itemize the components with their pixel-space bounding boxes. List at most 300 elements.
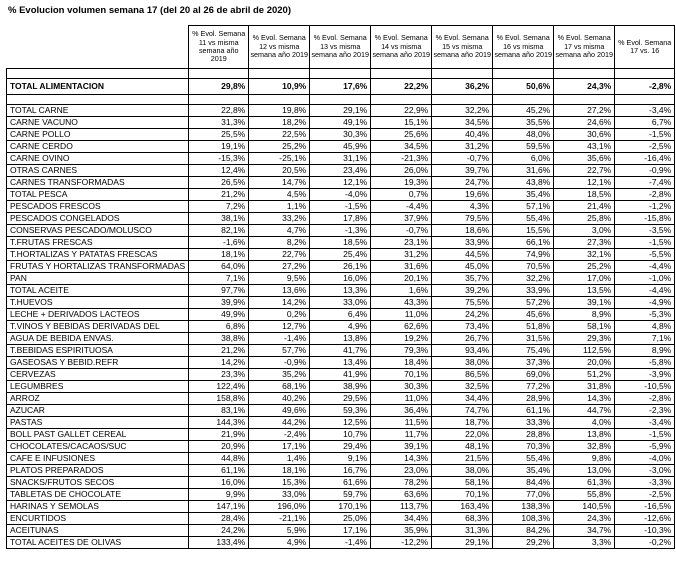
cell-value: 17,0% (554, 273, 615, 285)
cell-value: 27,2% (554, 105, 615, 117)
cell-value: 23,1% (371, 237, 432, 249)
cell-value: 9,8% (554, 453, 615, 465)
row-label: AZUCAR (7, 405, 189, 417)
cell-value: 31,2% (371, 249, 432, 261)
cell-value: 34,7% (554, 525, 615, 537)
cell-value: 14,2% (249, 297, 310, 309)
cell-value: 32,1% (554, 249, 615, 261)
cell-value: 36,4% (371, 405, 432, 417)
table-row (7, 513, 675, 525)
cell-value: 41,9% (310, 369, 371, 381)
cell-value: 28,4% (189, 513, 249, 525)
table-row (7, 213, 675, 225)
cell-value: 14,2% (189, 357, 249, 369)
cell-value: 12,1% (310, 177, 371, 189)
cell-value: -1,3% (310, 225, 371, 237)
cell-value: 12,5% (310, 417, 371, 429)
cell-value: 57,7% (249, 345, 310, 357)
cell-value: -2,8% (615, 79, 675, 95)
cell-value: 32,8% (554, 441, 615, 453)
cell-value: 31,6% (493, 165, 554, 177)
total-row (7, 79, 675, 95)
cell-value: -4,0% (310, 189, 371, 201)
cell-value: 6,4% (310, 309, 371, 321)
cell-value: 33,9% (493, 285, 554, 297)
cell-value: 140,5% (554, 501, 615, 513)
header-cell: % Evol. Semana 11 vs misma semana año 2019 (189, 26, 249, 69)
cell-value: 34,5% (371, 141, 432, 153)
cell-value: 44,5% (432, 249, 493, 261)
row-label: T.HUEVOS (7, 297, 189, 309)
cell-value: 44,7% (554, 405, 615, 417)
cell-value: 13,6% (249, 285, 310, 297)
cell-value: 51,2% (554, 369, 615, 381)
cell-value: 20,5% (249, 165, 310, 177)
cell-value: 24,2% (189, 525, 249, 537)
cell-value: 68,3% (432, 513, 493, 525)
cell-value: 13,8% (554, 429, 615, 441)
cell-value: 44,8% (189, 453, 249, 465)
cell-value: 37,9% (371, 213, 432, 225)
cell-value: -2,8% (615, 393, 675, 405)
cell-value: 6,0% (493, 153, 554, 165)
row-label: ACEITUNAS (7, 525, 189, 537)
cell-value: 8,9% (554, 309, 615, 321)
cell-value: -1,4% (310, 537, 371, 549)
cell-value: 26,0% (371, 165, 432, 177)
row-label: T.FRUTAS FRESCAS (7, 237, 189, 249)
cell-value: -7,4% (615, 177, 675, 189)
table-row (7, 153, 675, 165)
cell-value: 39,9% (189, 297, 249, 309)
cell-value: -5,9% (615, 441, 675, 453)
cell-value: 18,2% (249, 117, 310, 129)
cell-value: 79,5% (432, 213, 493, 225)
cell-value: 7,1% (189, 273, 249, 285)
table-row (7, 165, 675, 177)
table-row (7, 333, 675, 345)
cell-value: 70,5% (493, 261, 554, 273)
cell-value: 31,2% (432, 141, 493, 153)
row-label: TOTAL CARNE (7, 105, 189, 117)
cell-value: -2,5% (615, 141, 675, 153)
cell-value: 57,1% (493, 201, 554, 213)
header-cell: % Evol. Semana 13 vs misma semana año 2019 (310, 26, 371, 69)
cell-value: -3,4% (615, 417, 675, 429)
cell-value: -4,0% (615, 453, 675, 465)
cell-value: 31,1% (310, 153, 371, 165)
table-row (7, 321, 675, 333)
cell-value: 3,3% (554, 537, 615, 549)
cell-value: 74,9% (493, 249, 554, 261)
cell-value: 30,6% (554, 129, 615, 141)
row-label: CARNE VACUNO (7, 117, 189, 129)
cell-value: 49,1% (310, 117, 371, 129)
cell-value: 32,2% (493, 273, 554, 285)
table-row (7, 393, 675, 405)
header-cell: % Evol. Semana 17 vs. 16 (615, 26, 675, 69)
cell-value: 4,9% (249, 537, 310, 549)
cell-value: 75,5% (432, 297, 493, 309)
cell-value: -15,3% (189, 153, 249, 165)
cell-value: 25,2% (249, 141, 310, 153)
cell-value: 33,0% (310, 297, 371, 309)
cell-value: 50,6% (493, 79, 554, 95)
cell-value: 30,3% (310, 129, 371, 141)
cell-value: 38,9% (310, 381, 371, 393)
cell-value: 15,3% (249, 477, 310, 489)
table-row (7, 537, 675, 549)
cell-value: 77,0% (493, 489, 554, 501)
cell-value: -4,4% (371, 201, 432, 213)
cell-value: -1,0% (615, 273, 675, 285)
cell-value: 40,4% (432, 129, 493, 141)
cell-value: 39,1% (371, 441, 432, 453)
cell-value: 133,4% (189, 537, 249, 549)
cell-value: 27,3% (554, 237, 615, 249)
cell-value: 22,7% (554, 165, 615, 177)
table-row (7, 489, 675, 501)
cell-value: 44,2% (249, 417, 310, 429)
cell-value: 112,5% (554, 345, 615, 357)
row-label: GASEOSAS Y BEBID.REFR (7, 357, 189, 369)
table-row (7, 501, 675, 513)
cell-value: 10,7% (310, 429, 371, 441)
row-label: T.BEBIDAS ESPIRITUOSA (7, 345, 189, 357)
cell-value: 12,1% (554, 177, 615, 189)
cell-value: 66,1% (493, 237, 554, 249)
row-label: OTRAS CARNES (7, 165, 189, 177)
cell-value: -1,4% (249, 333, 310, 345)
cell-value: 93,4% (432, 345, 493, 357)
cell-value: 31,5% (493, 333, 554, 345)
cell-value: 39,7% (432, 165, 493, 177)
cell-value: 9,9% (189, 489, 249, 501)
cell-value: 18,6% (432, 225, 493, 237)
cell-value: 35,5% (493, 117, 554, 129)
cell-value: 16,7% (310, 465, 371, 477)
cell-value: 97,7% (189, 285, 249, 297)
cell-value: 26,5% (189, 177, 249, 189)
cell-value: 9,5% (249, 273, 310, 285)
cell-value: 7,2% (189, 201, 249, 213)
cell-value: -3,3% (615, 477, 675, 489)
cell-value: 7,1% (615, 333, 675, 345)
table-row (7, 201, 675, 213)
cell-value: 77,2% (493, 381, 554, 393)
cell-value: -4,4% (615, 285, 675, 297)
cell-value: 29,5% (310, 393, 371, 405)
cell-value: 35,6% (554, 153, 615, 165)
cell-value: 43,8% (493, 177, 554, 189)
row-label: TOTAL PESCA (7, 189, 189, 201)
cell-value: 19,8% (249, 105, 310, 117)
cell-value: -0,7% (371, 225, 432, 237)
cell-value: 21,9% (189, 429, 249, 441)
cell-value: 59,5% (493, 141, 554, 153)
cell-value: -5,3% (615, 309, 675, 321)
cell-value: 62,6% (371, 321, 432, 333)
cell-value: 48,0% (493, 129, 554, 141)
cell-value: -10,5% (615, 381, 675, 393)
cell-value: 8,9% (615, 345, 675, 357)
cell-value: 59,3% (310, 405, 371, 417)
header-row (7, 26, 675, 69)
cell-value: 22,7% (249, 249, 310, 261)
row-label: T.HORTALIZAS Y PATATAS FRESCAS (7, 249, 189, 261)
row-label: ENCURTIDOS (7, 513, 189, 525)
table-row (7, 417, 675, 429)
cell-value: 18,7% (432, 417, 493, 429)
cell-value: 20,9% (189, 441, 249, 453)
cell-value: 0,7% (371, 189, 432, 201)
cell-value: 10,9% (249, 79, 310, 95)
cell-value: 13,5% (554, 285, 615, 297)
cell-value: 35,7% (432, 273, 493, 285)
cell-value: 17,8% (310, 213, 371, 225)
cell-value: 23,3% (189, 369, 249, 381)
cell-value: 68,1% (249, 381, 310, 393)
cell-value: 11,7% (371, 429, 432, 441)
cell-value: 31,3% (189, 117, 249, 129)
cell-value: 170,1% (310, 501, 371, 513)
cell-value: 51,8% (493, 321, 554, 333)
cell-value: 18,4% (371, 357, 432, 369)
cell-value: 17,1% (249, 441, 310, 453)
cell-value: 144,3% (189, 417, 249, 429)
header-cell: % Evol. Semana 14 vs misma semana año 2019 (371, 26, 432, 69)
cell-value: 39,2% (432, 285, 493, 297)
row-label: CARNE POLLO (7, 129, 189, 141)
table-row (7, 345, 675, 357)
cell-value: 61,6% (310, 477, 371, 489)
header-cell: % Evol. Semana 16 vs misma semana año 2019 (493, 26, 554, 69)
cell-value: 79,3% (371, 345, 432, 357)
row-label: TOTAL ALIMENTACION (7, 79, 189, 95)
cell-value: 70,3% (493, 441, 554, 453)
cell-value: 84,4% (493, 477, 554, 489)
row-label: CONSERVAS PESCADO/MOLUSCO (7, 225, 189, 237)
cell-value: -5,8% (615, 357, 675, 369)
cell-value: 43,1% (554, 141, 615, 153)
table-row (7, 117, 675, 129)
cell-value: -3,9% (615, 369, 675, 381)
row-label: HARINAS Y SEMOLAS (7, 501, 189, 513)
cell-value: 4,0% (554, 417, 615, 429)
cell-value: 3,0% (554, 225, 615, 237)
cell-value: -4,9% (615, 297, 675, 309)
cell-value: -2,4% (249, 429, 310, 441)
cell-value: 108,3% (493, 513, 554, 525)
cell-value: 64,0% (189, 261, 249, 273)
evolution-table (6, 25, 675, 549)
cell-value: 8,2% (249, 237, 310, 249)
cell-value: 69,0% (493, 369, 554, 381)
cell-value: 26,1% (310, 261, 371, 273)
header-cell: % Evol. Semana 17 vs misma semana año 2019 (554, 26, 615, 69)
table-row (7, 441, 675, 453)
cell-value: 196,0% (249, 501, 310, 513)
cell-value: -3,5% (615, 225, 675, 237)
document-title: % Evolucion volumen semana 17 (del 20 al 26 de abril de 2020) (8, 5, 292, 16)
cell-value: 61,1% (493, 405, 554, 417)
cell-value: 34,4% (432, 393, 493, 405)
cell-value: 25,2% (554, 261, 615, 273)
cell-value: 36,2% (432, 79, 493, 95)
row-label: CARNES TRANSFORMADAS (7, 177, 189, 189)
cell-value: 31,6% (371, 261, 432, 273)
row-label: PESCADOS FRESCOS (7, 201, 189, 213)
cell-value: 20,1% (371, 273, 432, 285)
cell-value: 18,5% (310, 237, 371, 249)
cell-value: 158,8% (189, 393, 249, 405)
cell-value: -21,3% (371, 153, 432, 165)
cell-value: 35,4% (493, 189, 554, 201)
cell-value: 33,9% (432, 237, 493, 249)
cell-value: 0,2% (249, 309, 310, 321)
cell-value: 13,3% (310, 285, 371, 297)
cell-value: 21,5% (432, 453, 493, 465)
cell-value: 25,4% (310, 249, 371, 261)
cell-value: 82,1% (189, 225, 249, 237)
cell-value: -4,4% (615, 261, 675, 273)
row-label: ARROZ (7, 393, 189, 405)
cell-value: 122,4% (189, 381, 249, 393)
cell-value: 28,9% (493, 393, 554, 405)
cell-value: 30,3% (371, 381, 432, 393)
cell-value: 45,6% (493, 309, 554, 321)
cell-value: 58,1% (554, 321, 615, 333)
cell-value: 22,2% (371, 79, 432, 95)
cell-value: -0,9% (615, 165, 675, 177)
cell-value: 22,9% (371, 105, 432, 117)
cell-value: 4,9% (310, 321, 371, 333)
cell-value: 33,0% (249, 489, 310, 501)
table-row (7, 177, 675, 189)
cell-value: 29,1% (310, 105, 371, 117)
spacer-row (7, 95, 675, 105)
cell-value: 14,7% (249, 177, 310, 189)
cell-value: 33,3% (493, 417, 554, 429)
cell-value: 25,5% (189, 129, 249, 141)
cell-value: 21,4% (554, 201, 615, 213)
cell-value: 4,5% (249, 189, 310, 201)
cell-value: 24,6% (554, 117, 615, 129)
row-label: LEGUMBRES (7, 381, 189, 393)
cell-value: 23,0% (371, 465, 432, 477)
table-row (7, 381, 675, 393)
cell-value: -21,1% (249, 513, 310, 525)
cell-value: 15,5% (493, 225, 554, 237)
cell-value: 17,1% (310, 525, 371, 537)
cell-value: -25,1% (249, 153, 310, 165)
cell-value: -2,8% (615, 189, 675, 201)
cell-value: 73,4% (432, 321, 493, 333)
cell-value: 18,5% (554, 189, 615, 201)
cell-value: 13,4% (310, 357, 371, 369)
cell-value: 25,6% (371, 129, 432, 141)
row-label: FRUTAS Y HORTALIZAS TRANSFORMADAS (7, 261, 189, 273)
row-label: LECHE + DERIVADOS LACTEOS (7, 309, 189, 321)
cell-value: -5,5% (615, 249, 675, 261)
cell-value: 1,6% (371, 285, 432, 297)
cell-value: 33,2% (249, 213, 310, 225)
table-row (7, 357, 675, 369)
table-row (7, 189, 675, 201)
header-blank (7, 26, 189, 69)
row-label: AGUA DE BEBIDA ENVAS. (7, 333, 189, 345)
cell-value: -0,7% (432, 153, 493, 165)
cell-value: 11,0% (371, 309, 432, 321)
table-row (7, 141, 675, 153)
table-row (7, 429, 675, 441)
cell-value: 28,8% (493, 429, 554, 441)
cell-value: 38,1% (189, 213, 249, 225)
cell-value: 35,2% (249, 369, 310, 381)
cell-value: 38,0% (432, 465, 493, 477)
cell-value: -16,4% (615, 153, 675, 165)
cell-value: 29,3% (554, 333, 615, 345)
row-label: SNACKS/FRUTOS SECOS (7, 477, 189, 489)
cell-value: 19,3% (371, 177, 432, 189)
cell-value: 21,2% (189, 345, 249, 357)
row-label: TABLETAS DE CHOCOLATE (7, 489, 189, 501)
cell-value: 55,4% (493, 453, 554, 465)
row-label: CHOCOLATES/CACAOS/SUC (7, 441, 189, 453)
table-row (7, 285, 675, 297)
row-label: PAN (7, 273, 189, 285)
cell-value: 37,3% (493, 357, 554, 369)
cell-value: -16,5% (615, 501, 675, 513)
cell-value: 29,1% (432, 537, 493, 549)
cell-value: 147,1% (189, 501, 249, 513)
cell-value: 29,8% (189, 79, 249, 95)
row-label: CERVEZAS (7, 369, 189, 381)
table-row (7, 453, 675, 465)
cell-value: 29,2% (493, 537, 554, 549)
cell-value: 4,8% (615, 321, 675, 333)
cell-value: 4,3% (432, 201, 493, 213)
row-label: CARNE CERDO (7, 141, 189, 153)
row-label: BOLL PAST GALLET CEREAL (7, 429, 189, 441)
cell-value: 61,1% (189, 465, 249, 477)
cell-value: 1,1% (249, 201, 310, 213)
cell-value: 48,1% (432, 441, 493, 453)
cell-value: 24,3% (554, 79, 615, 95)
cell-value: -1,5% (310, 201, 371, 213)
row-label: TOTAL ACEITES DE OLIVAS (7, 537, 189, 549)
cell-value: 13,8% (310, 333, 371, 345)
row-label: T.VINOS Y BEBIDAS DERIVADAS DEL (7, 321, 189, 333)
cell-value: 14,3% (554, 393, 615, 405)
cell-value: 12,4% (189, 165, 249, 177)
cell-value: 18,1% (189, 249, 249, 261)
cell-value: 11,0% (371, 393, 432, 405)
cell-value: 19,1% (189, 141, 249, 153)
cell-value: 70,1% (432, 489, 493, 501)
cell-value: 75,4% (493, 345, 554, 357)
cell-value: 26,7% (432, 333, 493, 345)
cell-value: 27,2% (249, 261, 310, 273)
cell-value: -12,2% (371, 537, 432, 549)
cell-value: 5,9% (249, 525, 310, 537)
cell-value: 59,7% (310, 489, 371, 501)
cell-value: 78,2% (371, 477, 432, 489)
table-row (7, 525, 675, 537)
cell-value: -3,4% (615, 105, 675, 117)
cell-value: -1,6% (189, 237, 249, 249)
spacer-row (7, 69, 675, 79)
